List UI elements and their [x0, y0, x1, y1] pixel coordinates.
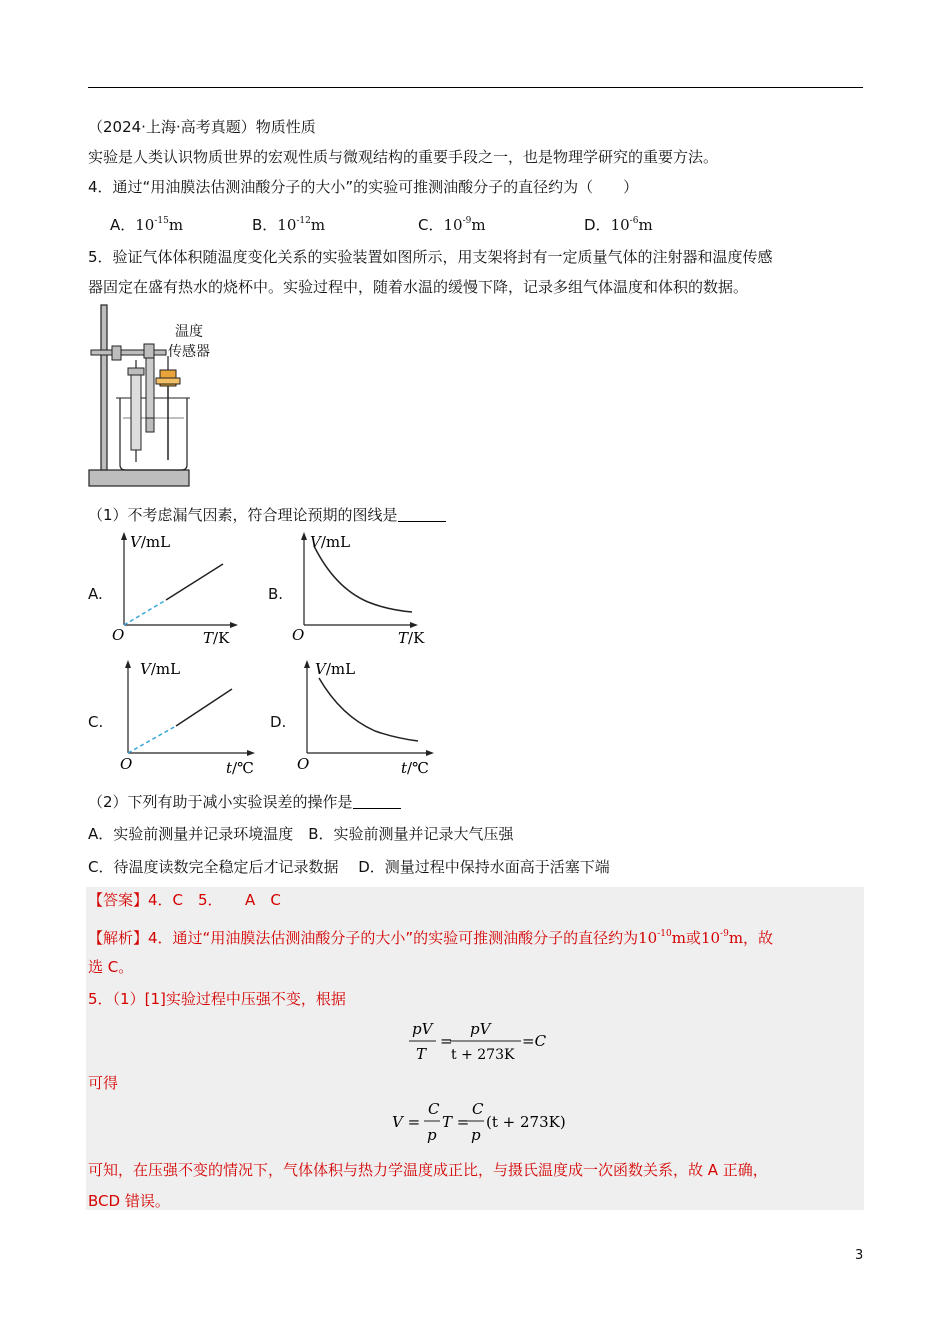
q4-option-c: C．$10^{-9}m$ [418, 216, 486, 234]
analysis-q4-line2: 选 C。 [88, 958, 134, 976]
q5-part2: （2）下列有助于减小实验误差的操作是 [88, 792, 401, 812]
graph-d-ylabel-unit: /mL [325, 660, 356, 678]
conclusion-line2: BCD 错误。 [88, 1192, 170, 1210]
graph-b-ylabel-unit: /mL [320, 533, 351, 551]
formula1-eq2: =C [522, 1032, 547, 1050]
graph-a-origin: O [112, 626, 125, 644]
answer-line: 【答案】4．C 5． A C [88, 891, 281, 909]
graph-c-ylabel-unit: /mL [150, 660, 181, 678]
svg-text:T/K [203, 629, 230, 647]
formula2-mid: T = [442, 1113, 470, 1131]
graph-b-ylabel-var: V [310, 533, 321, 551]
svg-text:T/K [398, 629, 425, 647]
svg-text:t/℃ [226, 759, 254, 777]
conclusion-line1: 可知，在压强不变的情况下，气体体积与热力学温度成正比，与摄氏温度成一次函数关系，故 A 正确， [88, 1161, 768, 1179]
q4-option-d: D．$10^{-6}m$ [584, 216, 653, 234]
graph-d-xlabel-unit: /℃ [407, 759, 429, 777]
graph-b-label: B. [268, 585, 284, 603]
graph-d-label: D. [270, 713, 287, 731]
graph-c [114, 656, 264, 778]
svg-text:t/℃ [401, 759, 429, 777]
analysis-q4: 【解析】4．通过“用油膜法估测油酸分子的大小”的实验可推测油酸分子的直径约为$10^{-10}m$或$10^{-9}m$，故 [88, 929, 774, 947]
q4-option-b: B．$10^{-12}m$ [252, 216, 326, 234]
q5-part2-options-line2: C．待温度读数完全稳定后才记录数据 D．测量过程中保持水面高于活塞下端 [88, 858, 610, 876]
q5-stem-line1: 5．验证气体体积随温度变化关系的实验装置如图所示，用支架将封有一定质量气体的注射器和温度传感 [88, 248, 773, 266]
formula-2 [390, 1100, 570, 1152]
sensor-label-line2: 传感器 [168, 344, 210, 360]
sensor-label-line1: 温度 [175, 324, 203, 340]
source-line: （2024·上海·高考真题）物质性质 [88, 118, 316, 136]
graph-b [290, 530, 440, 652]
q4-stem: 4．通过“用油膜法估测油酸分子的大小”的实验可推测油酸分子的直径约为（ ） [88, 178, 639, 196]
formula2-tail: (t + 273K) [486, 1113, 566, 1131]
graph-d-origin: O [297, 755, 310, 773]
graph-a [110, 530, 260, 652]
q5-part2-options-line1: A．实验前测量并记录环境温度 B．实验前测量并记录大气压强 [88, 825, 514, 843]
graph-a-ylabel-var: V [130, 533, 141, 551]
page-number: 3 [855, 1248, 864, 1263]
graph-d [293, 656, 443, 778]
apparatus-figure [86, 300, 236, 492]
svg-text:V/mL [315, 660, 355, 678]
svg-text:V/mL [140, 660, 180, 678]
graph-c-origin: O [120, 755, 133, 773]
graph-a-label: A. [88, 585, 103, 603]
formula1-den1: T [416, 1045, 427, 1063]
graph-a-xlabel-var: T [203, 629, 214, 647]
graph-c-ylabel-var: V [140, 660, 151, 678]
graph-b-xlabel-unit: /K [408, 629, 425, 647]
intro-text: 实验是人类认识物质世界的宏观性质与微观结构的重要手段之一，也是物理学研究的重要方法。 [88, 148, 719, 166]
svg-text:V/mL [130, 533, 170, 551]
formula1-num1: pV [412, 1020, 433, 1038]
formula2-den1: p [427, 1126, 437, 1144]
graph-a-xlabel-unit: /K [213, 629, 230, 647]
q5-stem-line2: 器固定在盛有热水的烧杯中。实验过程中，随着水温的缓慢下降，记录多组气体温度和体积的数据。 [88, 278, 749, 296]
graph-d-xlabel-var: t [401, 759, 408, 777]
q5-part1: （1）不考虑漏气因素，符合理论预期的图线是 [88, 505, 446, 525]
formula-1 [404, 1017, 564, 1067]
q4-option-a: A．$10^{-15}m$ [110, 216, 184, 234]
graph-c-xlabel-unit: /℃ [232, 759, 254, 777]
graph-d-ylabel-var: V [315, 660, 326, 678]
graph-c-xlabel-var: t [226, 759, 233, 777]
formula2-num1: C [428, 1100, 440, 1118]
svg-text:V/mL [310, 533, 350, 551]
graph-b-xlabel-var: T [398, 629, 409, 647]
formula2-lhs: V = [392, 1113, 421, 1131]
formula1-den2: t + 273K [451, 1047, 515, 1063]
formula1-num2: pV [470, 1020, 491, 1038]
analysis-q5-line: 5．（1）[1]实验过程中压强不变，根据 [88, 990, 346, 1008]
kede-text: 可得 [88, 1074, 119, 1092]
formula1-eq1: = [440, 1032, 453, 1050]
formula2-den2: p [471, 1126, 481, 1144]
graph-c-label: C. [88, 713, 104, 731]
formula2-num2: C [472, 1100, 484, 1118]
graph-b-origin: O [292, 626, 305, 644]
graph-a-ylabel-unit: /mL [140, 533, 171, 551]
header-rule [88, 87, 863, 88]
